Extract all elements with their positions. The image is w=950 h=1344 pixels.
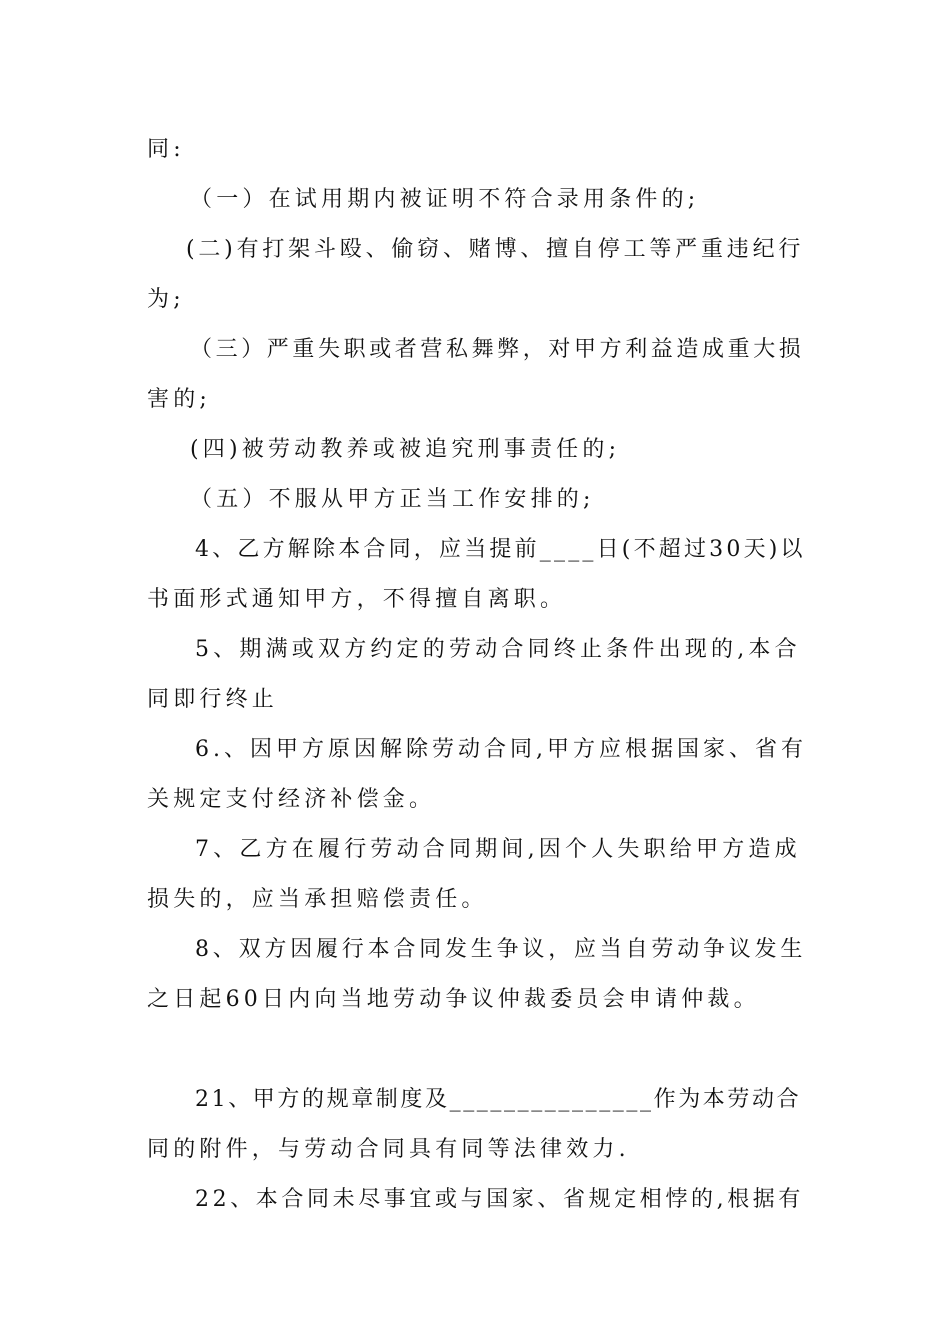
text-line: 关规定支付经济补偿金。 bbox=[147, 787, 436, 812]
text-line: 5、期满或双方约定的劳动合同终止条件出现的,本合 bbox=[195, 637, 801, 662]
text-line: 8、双方因履行本合同发生争议，应当自劳动争议发生 bbox=[195, 937, 807, 962]
text-line: 同的附件，与劳动合同具有同等法律效力. bbox=[147, 1137, 630, 1162]
text-line: 为; bbox=[147, 287, 185, 312]
text-line: 22、本合同未尽事宜或与国家、省规定相悖的,根据有 bbox=[195, 1187, 804, 1212]
text-line: （五）不服从甲方正当工作安排的; bbox=[190, 487, 595, 512]
text-line: 书面形式通知甲方，不得擅自离职。 bbox=[147, 587, 567, 612]
text-line: （一）在试用期内被证明不符合录用条件的; bbox=[190, 187, 700, 212]
text-line: 之日起60日内向当地劳动争议仲裁委员会申请仲裁。 bbox=[147, 987, 760, 1012]
text-line: （三）严重失职或者营私舞弊，对甲方利益造成重大损 bbox=[190, 337, 805, 362]
text-line: 4、乙方解除本合同，应当提前____日(不超过30天)以 bbox=[195, 537, 806, 562]
text-line: 21、甲方的规章制度及_______________作为本劳动合 bbox=[195, 1087, 802, 1112]
text-line: (四)被劳动教养或被追究刑事责任的; bbox=[190, 437, 621, 462]
text-line: 6.、因甲方原因解除劳动合同,甲方应根据国家、省有 bbox=[195, 737, 807, 762]
text-line: 害的; bbox=[147, 387, 212, 412]
text-line: (二)有打架斗殴、偷窃、赌博、擅自停工等严重违纪行 bbox=[186, 237, 805, 262]
text-line: 同即行终止 bbox=[147, 687, 279, 712]
text-line: 同: bbox=[147, 137, 185, 162]
text-line: 7、乙方在履行劳动合同期间,因个人失职给甲方造成 bbox=[195, 837, 801, 862]
text-line: 损失的，应当承担赔偿责任。 bbox=[147, 887, 488, 912]
